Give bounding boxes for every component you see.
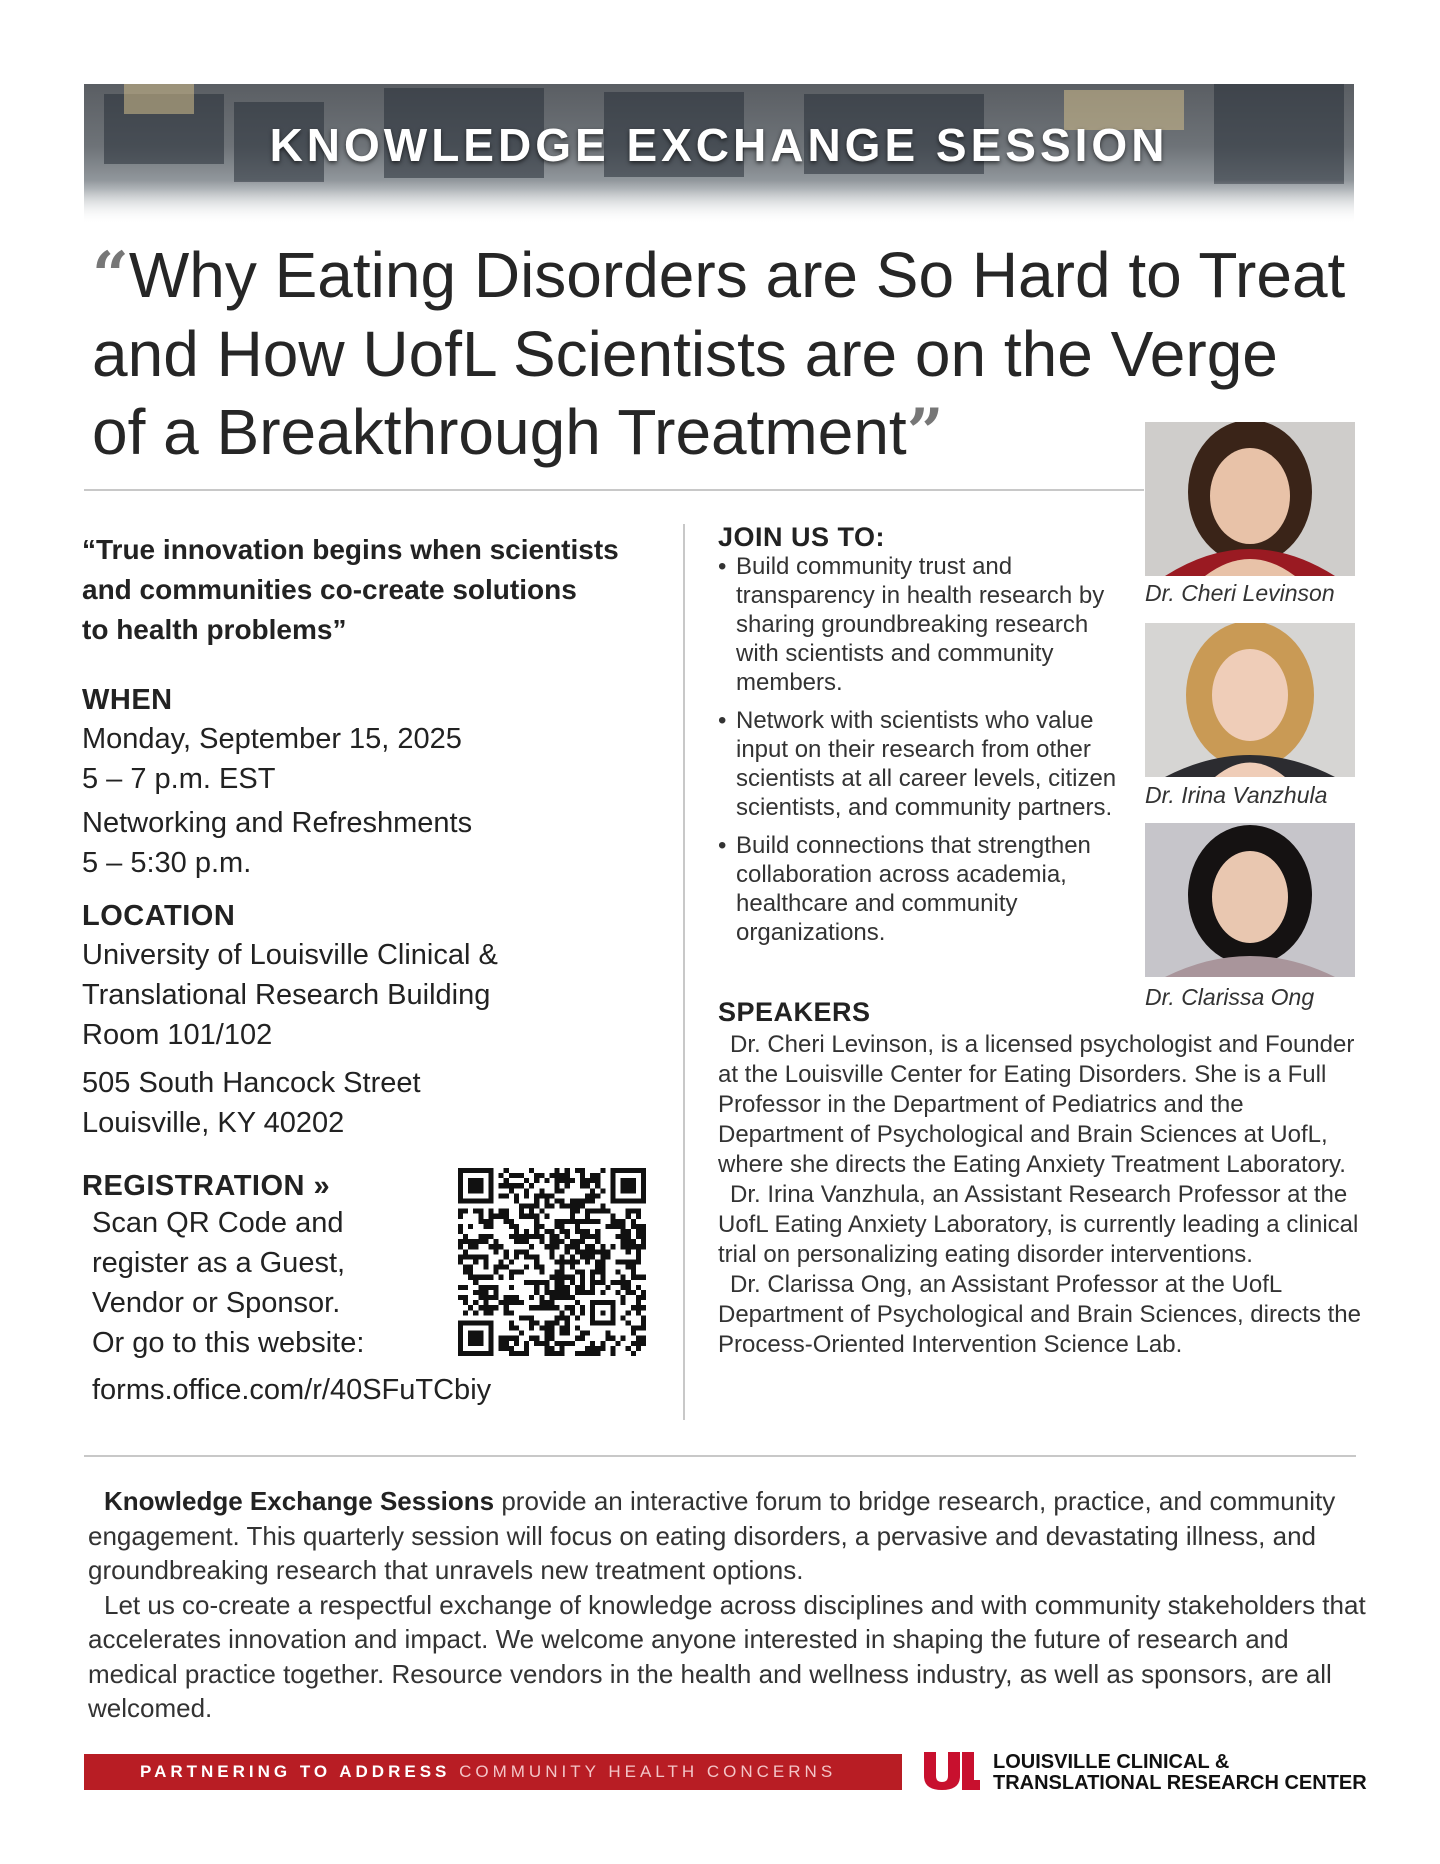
location-section [82, 900, 672, 1143]
caption-vanzhula: Dr. Irina Vanzhula [1145, 782, 1328, 808]
pull-quote-line-1: “True innovation begins when scientists [82, 534, 619, 565]
footer-tagline-bar [84, 1754, 902, 1790]
org-name-line-2: TRANSLATIONAL RESEARCH CENTER [993, 1772, 1367, 1794]
banner-title: KNOWLEDGE EXCHANGE SESSION [269, 119, 1169, 171]
registration-line-3: Vendor or Sponsor. [92, 1287, 341, 1319]
about-paragraph-1: provide an interactive forum to bridge research, practice, and community engagement. This quarterly session will focus on eating disorders, a pervasive and devastating illness, and groundbreaking research that unravels new treatment options. [88, 1486, 1336, 1585]
registration-line-1: Scan QR Code and [92, 1207, 344, 1239]
networking-time: 5 – 5:30 p.m. [82, 847, 252, 879]
networking-label: Networking and Refreshments [82, 807, 473, 839]
event-date: Monday, September 15, 2025 [82, 723, 462, 755]
when-section [82, 684, 672, 883]
header-banner [84, 84, 1354, 224]
join-bullet: • Build community trust and transparency in health research by sharing groundbreaking research with scientists and community members. [718, 552, 1118, 697]
caption-ong: Dr. Clarissa Ong [1145, 984, 1315, 1010]
headline-line-3: of a Breakthrough Treatment [92, 396, 907, 468]
org-name [993, 1752, 1367, 1794]
speaker-photo-levinson [1145, 422, 1355, 576]
join-heading: JOIN US TO: [718, 522, 886, 552]
registration-url-link[interactable]: forms.office.com/r/40SFuTCbiy [92, 1374, 492, 1406]
footer-tagline-bold: PARTNERING TO ADDRESS [140, 1762, 451, 1781]
footer-tagline-light: COMMUNITY HEALTH CONCERNS [459, 1762, 837, 1781]
bottom-divider [84, 1455, 1356, 1457]
when-heading: WHEN [82, 684, 173, 716]
uofl-logo-icon [922, 1750, 980, 1792]
pull-quote [82, 530, 672, 650]
location-room: Room 101/102 [82, 1019, 273, 1051]
registration-heading: REGISTRATION » [82, 1170, 331, 1202]
headline-line-2: and How UofL Scientists are on the Verge [92, 318, 1278, 390]
registration-line-2: register as a Guest, [92, 1247, 346, 1279]
pull-quote-line-2: and communities co-create solutions [82, 574, 577, 605]
speakers-heading: SPEAKERS [718, 997, 871, 1027]
caption-levinson: Dr. Cheri Levinson [1145, 580, 1335, 606]
registration-line-4: Or go to this website: [92, 1327, 365, 1359]
location-street: 505 South Hancock Street [82, 1067, 421, 1099]
speaker-photo-ong [1145, 823, 1355, 977]
speaker-bio-levinson: Dr. Cheri Levinson, is a licensed psychologist and Founder at the Louisville Center for Eating Disorders. She is a Full Professor in the Department of Pediatrics and the Department of Psychological and Brain Sciences at UofL, where she directs the Eating Anxiety Treatment Laboratory. [718, 1031, 1355, 1178]
join-bullet: • Network with scientists who value input on their research from other scientists at all career levels, citizen scientists, and community partners. [718, 706, 1118, 822]
location-line-1: University of Louisville Clinical & [82, 939, 498, 971]
speaker-bio-ong: Dr. Clarissa Ong, an Assistant Professor at the UofL Department of Psychological and Brain Sciences, directs the Process-Oriented Intervention Science Lab. [718, 1271, 1361, 1358]
qr-code-icon[interactable] [458, 1168, 646, 1356]
join-bullets [718, 552, 1118, 956]
pull-quote-line-3: to health problems” [82, 614, 347, 645]
speaker-bio-vanzhula: Dr. Irina Vanzhula, an Assistant Research Professor at the UofL Eating Anxiety Laboratory, is currently leading a clinical trial on personalizing eating disorder interventions. [718, 1181, 1359, 1268]
double-chevron-icon: » [313, 1170, 331, 1202]
headline-line-1: Why Eating Disorders are So Hard to Treat [128, 239, 1346, 311]
portrait-icon [1145, 623, 1355, 777]
column-divider [683, 524, 685, 1420]
headline-divider [84, 489, 1144, 491]
about-paragraph-2: Let us co-create a respectful exchange of knowledge across disciplines and with community stakeholders that accelerates innovation and impact. We welcome anyone interested in shaping the future of research and medical practice together. Resource vendors in the health and wellness industry, as well as sponsors, are all welcomed. [88, 1589, 1366, 1723]
event-time: 5 – 7 p.m. EST [82, 763, 276, 795]
open-quote-mark: “ [92, 238, 129, 313]
location-city: Louisville, KY 40202 [82, 1107, 345, 1139]
about-bold-lead: Knowledge Exchange Sessions [104, 1486, 495, 1516]
speakers-bios [718, 1030, 1368, 1360]
registration-section [82, 1170, 462, 1363]
org-name-line-1: LOUISVILLE CLINICAL & [993, 1751, 1230, 1773]
join-bullet: • Build connections that strengthen collaboration across academia, healthcare and community organizations. [718, 831, 1118, 947]
about-text [88, 1484, 1368, 1726]
location-line-2: Translational Research Building [82, 979, 491, 1011]
portrait-icon [1145, 422, 1355, 576]
close-quote-mark: ” [906, 395, 944, 470]
portrait-icon [1145, 823, 1355, 977]
location-heading: LOCATION [82, 900, 236, 932]
speaker-photo-vanzhula [1145, 623, 1355, 777]
